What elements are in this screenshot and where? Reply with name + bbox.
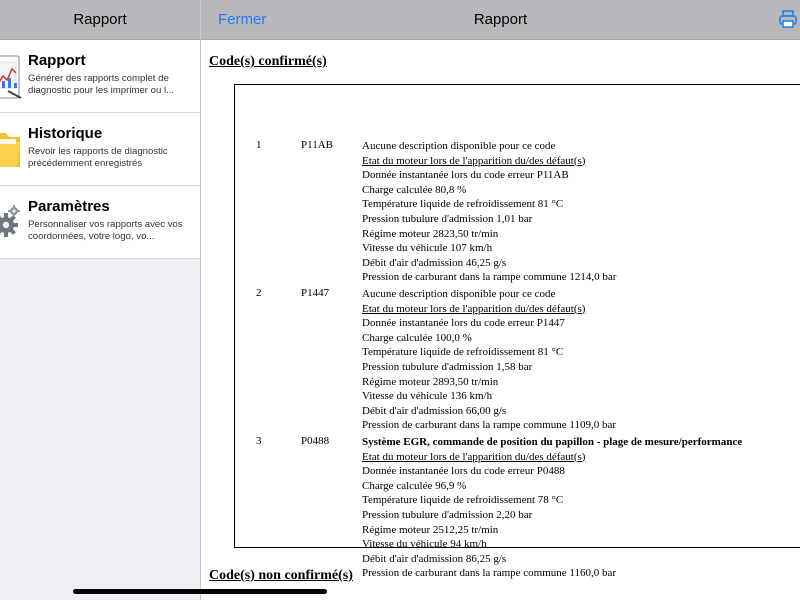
engine-state-heading: Etat du moteur lors de l'apparition du/des défaut(s) xyxy=(362,302,586,315)
freeze-frame-value: Pression de carburant dans la rampe commune 1214,0 bar xyxy=(362,271,617,284)
code-id: P11AB xyxy=(301,139,333,151)
freeze-frame-value: Charge calculée 96,9 % xyxy=(362,479,467,492)
freeze-frame-value: Pression tubulure d'admission 1,58 bar xyxy=(362,360,533,373)
code-number: 1 xyxy=(256,139,262,151)
page-title: Rapport xyxy=(473,11,528,28)
code-description: Aucune description disponible pour ce code xyxy=(362,288,556,300)
report-document[interactable] xyxy=(201,40,800,600)
main-nav-bar xyxy=(201,0,800,40)
sidebar-nav-bar xyxy=(0,0,200,40)
sidebar-item-description: Revoir les rapports de diagnostic précédemment enregistrés xyxy=(28,146,168,169)
sidebar-item-parametres[interactable] xyxy=(0,186,200,259)
close-button[interactable]: Fermer xyxy=(218,11,267,28)
sidebar-list xyxy=(0,40,200,259)
freeze-frame-value: Température liquide de refroidissement 81 °C xyxy=(362,198,564,211)
code-id: P1447 xyxy=(301,287,330,299)
engine-state-heading: Etat du moteur lors de l'apparition du/des défaut(s) xyxy=(362,450,586,463)
gear-icon xyxy=(0,200,22,246)
code-id: P0488 xyxy=(301,435,330,447)
engine-state-heading: Etat du moteur lors de l'apparition du/des défaut(s) xyxy=(362,154,586,167)
freeze-frame-value: Charge calculée 100,0 % xyxy=(362,331,472,344)
sidebar xyxy=(0,0,201,600)
freeze-frame-value: Régime moteur 2893,50 tr/min xyxy=(362,375,499,388)
freeze-frame-value: Vitesse du véhicule 94 km/h xyxy=(362,538,487,551)
sidebar-item-description: Personnaliser vos rapports avec vos coordonnées, votre logo, vo... xyxy=(28,219,183,242)
sidebar-item-title: Rapport xyxy=(28,52,86,69)
home-indicator[interactable] xyxy=(73,589,327,594)
report-chart-icon xyxy=(0,54,22,100)
freeze-frame-value: Température liquide de refroidissement 78 °C xyxy=(362,494,564,507)
freeze-frame-value: Régime moteur 2512,25 tr/min xyxy=(362,523,499,536)
freeze-frame-value: Pression tubulure d'admission 1,01 bar xyxy=(362,212,533,225)
freeze-frame-value: Pression tubulure d'admission 2,20 bar xyxy=(362,508,533,521)
freeze-frame-value: Vitesse du véhicule 107 km/h xyxy=(362,242,493,255)
freeze-frame-value: Donnée instantanée lors du code erreur P1447 xyxy=(362,317,565,330)
freeze-frame-value: Débit d'air d'admission 86,25 g/s xyxy=(362,552,507,565)
sidebar-item-historique[interactable] xyxy=(0,113,200,186)
sidebar-item-rapport[interactable] xyxy=(0,40,200,113)
freeze-frame-value: Débit d'air d'admission 66,00 g/s xyxy=(362,404,507,417)
freeze-frame-value: Débit d'air d'admission 46,25 g/s xyxy=(362,256,507,269)
freeze-frame-value: Température liquide de refroidissement 81 °C xyxy=(362,346,564,359)
unconfirmed-codes-heading: Code(s) non confirmé(s) xyxy=(209,568,353,583)
freeze-frame-value: Charge calculée 80,8 % xyxy=(362,183,467,196)
code-number: 2 xyxy=(256,287,262,299)
folder-icon xyxy=(0,127,22,173)
sidebar-item-description: Générer des rapports complet de diagnostic pour les imprimer ou l... xyxy=(28,73,175,96)
freeze-frame-value: Régime moteur 2823,50 tr/min xyxy=(362,227,499,240)
code-details xyxy=(362,139,616,285)
freeze-frame-value: Donnée instantanée lors du code erreur P0488 xyxy=(362,465,565,478)
report-pane xyxy=(201,0,800,600)
freeze-frame-value: Pression de carburant dans la rampe commune 1109,0 bar xyxy=(362,419,617,432)
printer-icon[interactable] xyxy=(778,9,798,29)
code-description: Aucune description disponible pour ce code xyxy=(362,140,556,152)
freeze-frame-value: Pression de carburant dans la rampe commune 1160,0 bar xyxy=(362,567,617,580)
code-details xyxy=(362,287,616,433)
code-details xyxy=(362,435,742,581)
sidebar-title: Rapport xyxy=(73,11,127,28)
freeze-frame-value: Vitesse du véhicule 136 km/h xyxy=(362,390,493,403)
freeze-frame-value: Donnée instantanée lors du code erreur P11AB xyxy=(362,169,569,182)
code-description: Système EGR, commande de position du papillon - plage de mesure/performance xyxy=(362,436,743,448)
sidebar-item-title: Historique xyxy=(28,125,103,142)
confirmed-codes-heading: Code(s) confirmé(s) xyxy=(209,54,327,69)
code-number: 3 xyxy=(256,435,262,447)
sidebar-item-title: Paramètres xyxy=(28,198,110,215)
